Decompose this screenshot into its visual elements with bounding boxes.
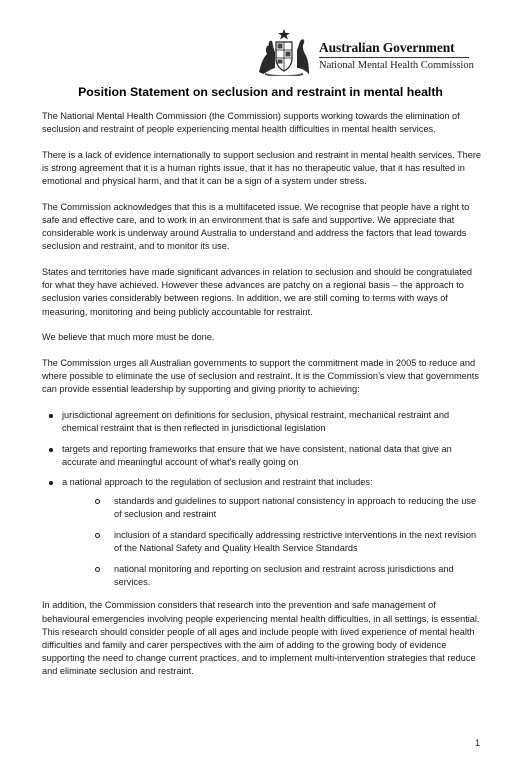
bullet-icon xyxy=(49,481,53,485)
circle-bullet-icon xyxy=(95,499,100,504)
list-item-text: a national approach to the regulation of seclusion and restraint that includes: xyxy=(62,476,373,487)
paragraph: States and territories have made significant advances in relation to seclusion and should be congratulated for what they have achieved. However these advances are patchy on a regional basis – the approach to seclusion varies considerably between regions. In addition, we are still coming to terms with ways of measuring, monitoring and being publicly accountable for restraint. xyxy=(42,267,473,317)
list-item xyxy=(42,476,482,590)
page-number: 1 xyxy=(474,738,480,748)
sub-list-item xyxy=(94,495,482,521)
list-item-text: targets and reporting frameworks that ensure that we have consistent, national data that give an accurate and meaningful account of what’s really going on xyxy=(62,443,452,467)
list-item xyxy=(42,443,482,469)
paragraph: We believe that much more must be done. xyxy=(42,332,215,343)
header-rule xyxy=(319,57,469,58)
paragraph: The Commission urges all Australian governments to support the commitment made in 2005 to reduce and where possible to eliminate the use of seclusion and restraint. It is the Commission’s view that governments can provide essential leadership by supporting and giving priority to achieving: xyxy=(42,358,479,395)
sub-list-item xyxy=(94,563,482,589)
closing-paragraph: In addition, the Commission considers that research into the prevention and safe management of behavioural emergencies involving people experiencing mental health difficulties, in all settings, is essential. This research should consider people of all ages and include people with lived experience of mental health difficulties and family and carer perspectives with the aim of adding to the growing body of evidence supporting the need to change current practices, and to implement multi-intervention strategies that reduce and eliminate seclusion and restraint. xyxy=(42,600,480,676)
bullet-list xyxy=(42,409,482,589)
sub-bullet-list xyxy=(62,495,482,590)
sub-list-item-text: inclusion of a standard specifically addressing restrictive interventions in the next revision of the National Safety and Quality Health Service Standards xyxy=(114,530,477,554)
bullet-icon xyxy=(49,448,53,452)
bullet-icon xyxy=(49,414,53,418)
paragraph: There is a lack of evidence internationally to support seclusion and restraint in mental health services. There is strong agreement that it is a human rights issue, that it has no therapeutic value, that it has resulted in emotional and physical harm, and that it can be a sign of a system under stress. xyxy=(42,149,482,187)
paragraph: The Commission acknowledges that this is a multifaceted issue. We recognise that people have a right to safe and effective care, and to work in an environment that is safe and supportive. We appreciate that considerable work is underway around Australia to understand and address the factors that lead towards seclusion and restraint, and to monitor its use. xyxy=(42,202,470,252)
circle-bullet-icon xyxy=(95,567,100,572)
document-title: Position Statement on seclusion and restraint in mental health xyxy=(78,85,443,99)
sub-list-item-text: national monitoring and reporting on seclusion and restraint across jurisdictions and services. xyxy=(114,564,454,588)
government-name: Australian Government xyxy=(319,40,455,55)
sub-list-item-text: standards and guidelines to support national consistency in approach to reducing the use of seclusion and restraint xyxy=(114,495,477,519)
document-body xyxy=(42,110,482,691)
list-item-text: jurisdictional agreement on definitions for seclusion, physical restraint, mechanical restraint and chemical restraint that is then reflected in jurisdictional legislation xyxy=(62,410,450,434)
paragraph: The National Mental Health Commission (the Commission) supports working towards the elimination of seclusion and restraint of people experiencing mental health difficulties in mental health services. xyxy=(42,111,460,135)
sub-list-item xyxy=(94,529,482,555)
coat-of-arms-icon xyxy=(255,28,313,76)
commission-name: National Mental Health Commission xyxy=(319,60,474,71)
list-item xyxy=(42,409,482,435)
header xyxy=(255,28,485,78)
circle-bullet-icon xyxy=(95,533,100,538)
